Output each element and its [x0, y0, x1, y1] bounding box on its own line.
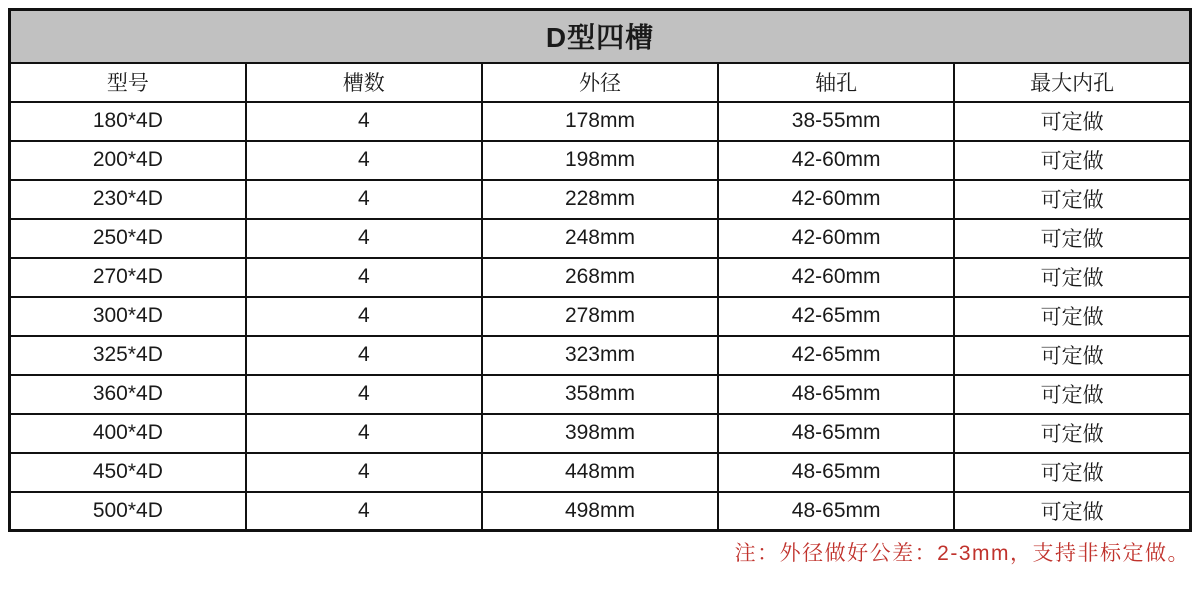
table-cell: 448mm	[482, 453, 718, 492]
table-header-row	[10, 63, 1191, 102]
table-cell: 300*4D	[10, 297, 246, 336]
table-title: D型四槽	[10, 10, 1191, 63]
table-cell: 278mm	[482, 297, 718, 336]
table-cell: 4	[246, 219, 482, 258]
table-cell: 可定做	[954, 102, 1190, 141]
table-cell: 358mm	[482, 375, 718, 414]
table-row	[10, 492, 1191, 531]
table-cell: 42-65mm	[718, 297, 954, 336]
column-header-shaft-hole: 轴孔	[718, 63, 954, 102]
table-row	[10, 453, 1191, 492]
table-cell: 42-60mm	[718, 219, 954, 258]
table-cell: 可定做	[954, 219, 1190, 258]
table-cell: 198mm	[482, 141, 718, 180]
table-row	[10, 180, 1191, 219]
table-cell: 可定做	[954, 492, 1190, 531]
table-cell: 4	[246, 492, 482, 531]
table-cell: 4	[246, 180, 482, 219]
table-cell: 4	[246, 258, 482, 297]
table-cell: 200*4D	[10, 141, 246, 180]
table-cell: 248mm	[482, 219, 718, 258]
table-cell: 230*4D	[10, 180, 246, 219]
column-header-outer-diameter: 外径	[482, 63, 718, 102]
table-row	[10, 375, 1191, 414]
table-cell: 48-65mm	[718, 453, 954, 492]
table-cell: 可定做	[954, 141, 1190, 180]
spec-table-body	[10, 102, 1191, 531]
table-cell: 323mm	[482, 336, 718, 375]
table-row	[10, 219, 1191, 258]
table-cell: 可定做	[954, 258, 1190, 297]
table-cell: 可定做	[954, 453, 1190, 492]
table-cell: 178mm	[482, 102, 718, 141]
spec-table	[8, 8, 1192, 532]
table-cell: 228mm	[482, 180, 718, 219]
table-cell: 450*4D	[10, 453, 246, 492]
table-cell: 42-60mm	[718, 141, 954, 180]
table-cell: 4	[246, 375, 482, 414]
footer-note: 注：外径做好公差：2-3mm，支持非标定做。	[734, 542, 1190, 565]
table-cell: 42-60mm	[718, 258, 954, 297]
column-header-groove-count: 槽数	[246, 63, 482, 102]
table-row	[10, 102, 1191, 141]
table-cell: 可定做	[954, 375, 1190, 414]
table-cell: 400*4D	[10, 414, 246, 453]
table-cell: 可定做	[954, 180, 1190, 219]
table-title-row	[10, 10, 1191, 63]
table-cell: 48-65mm	[718, 375, 954, 414]
table-cell: 398mm	[482, 414, 718, 453]
table-cell: 180*4D	[10, 102, 246, 141]
table-cell: 498mm	[482, 492, 718, 531]
table-cell: 4	[246, 297, 482, 336]
table-cell: 270*4D	[10, 258, 246, 297]
table-row	[10, 141, 1191, 180]
table-cell: 500*4D	[10, 492, 246, 531]
table-cell: 250*4D	[10, 219, 246, 258]
table-cell: 4	[246, 141, 482, 180]
column-header-model: 型号	[10, 63, 246, 102]
table-cell: 360*4D	[10, 375, 246, 414]
table-cell: 可定做	[954, 414, 1190, 453]
table-cell: 42-65mm	[718, 336, 954, 375]
table-cell: 48-65mm	[718, 492, 954, 531]
table-row	[10, 297, 1191, 336]
table-cell: 4	[246, 453, 482, 492]
table-cell: 325*4D	[10, 336, 246, 375]
table-row	[10, 258, 1191, 297]
table-cell: 可定做	[954, 297, 1190, 336]
column-header-max-bore: 最大内孔	[954, 63, 1190, 102]
table-row	[10, 336, 1191, 375]
table-cell: 38-55mm	[718, 102, 954, 141]
table-cell: 42-60mm	[718, 180, 954, 219]
table-cell: 可定做	[954, 336, 1190, 375]
table-cell: 4	[246, 336, 482, 375]
table-cell: 4	[246, 102, 482, 141]
table-cell: 48-65mm	[718, 414, 954, 453]
table-cell: 4	[246, 414, 482, 453]
table-row	[10, 414, 1191, 453]
table-cell: 268mm	[482, 258, 718, 297]
